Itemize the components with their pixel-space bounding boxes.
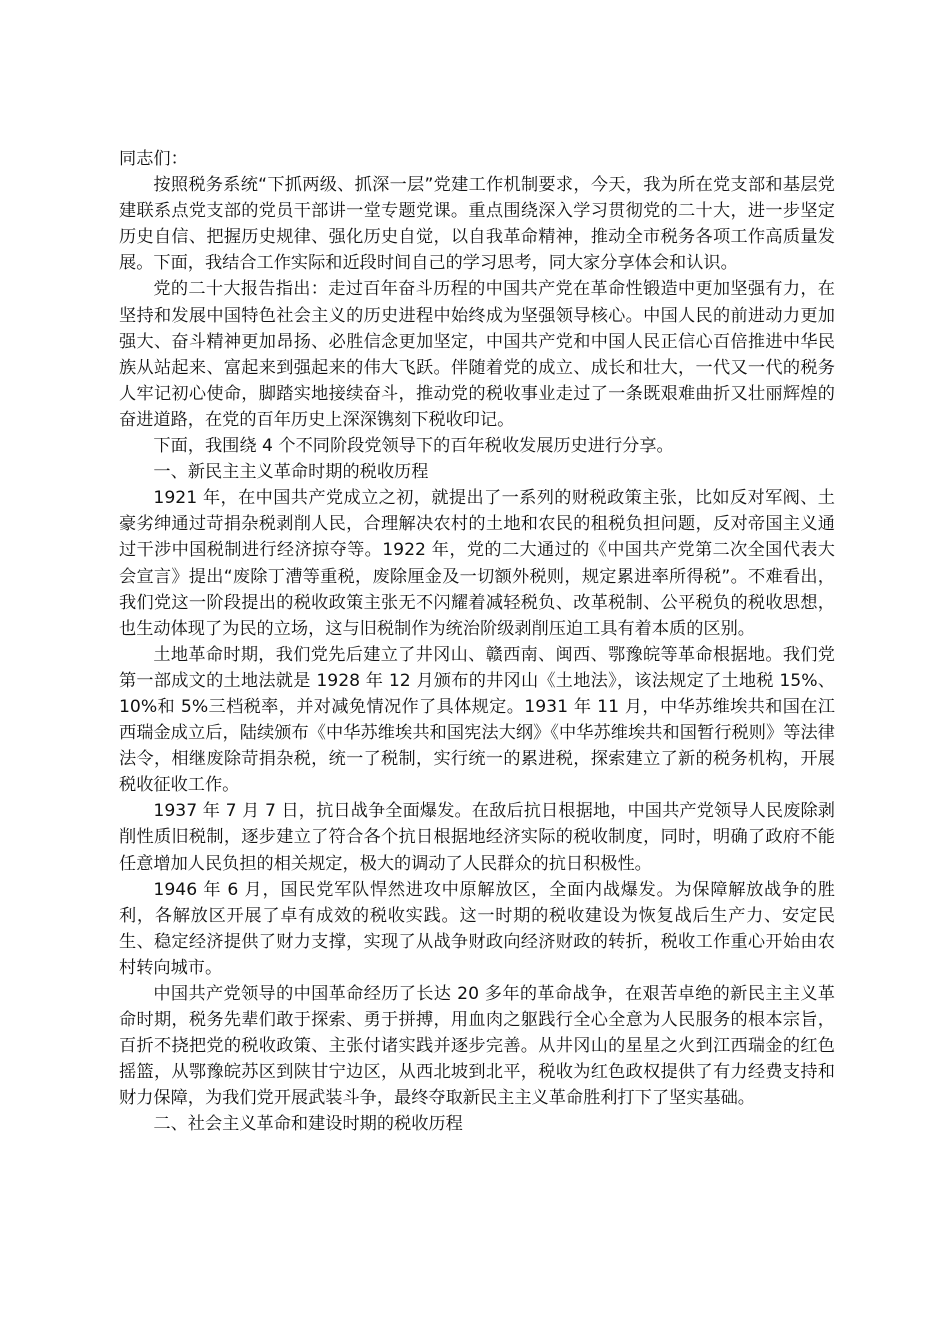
section-heading-2: 二、社会主义革命和建设时期的税收历程 <box>153 1114 463 1135</box>
paragraph-land-revolution: 土地革命时期，我们党先后建立了井冈山、赣西南、闽西、鄂豫皖等革命根据地。我们党第一部成文的土地法就是 1928 年 12 月颁布的井冈山《土地法》，该法规定了土地税 15%、10%和 5%三档税率，并对减免情况作了具体规定。1931 年 11 月，中华苏维埃共和国在江西瑞金成立后，陆续颁布《中华苏维埃共和国宪法大纲》《中华苏维埃共和国暂行税则》等法律法令，相继废除苛捐杂税，统一了税制，实行统一的累进税，探索建立了新的税务机构，开展税收征收工作。 <box>119 644 835 796</box>
section-heading-1: 一、新民主主义革命时期的税收历程 <box>153 462 429 483</box>
paragraph-summary: 中国共产党领导的中国革命经历了长达 20 多年的革命战争，在艰苦卓绝的新民主主义革命时期，税务先辈们敢于探索、勇于拼搏，用血肉之躯践行全心全意为人民服务的根本宗旨，百折不挠把党的税收政策、主张付诸实践并逐步完善。从井冈山的星星之火到江西瑞金的红色摇篮，从鄂豫皖苏区到陕甘宁边区，从西北坡到北平，税收为红色政权提供了有力经费支持和财力保障，为我们党开展武装斗争，最终夺取新民主主义革命胜利打下了坚实基础。 <box>119 984 835 1109</box>
paragraph-1921: 1921 年，在中国共产党成立之初，就提出了一系列的财税政策主张，比如反对军阀、土豪劣绅通过苛捐杂税剥削人民，合理解决农村的土地和农民的租税负担问题，反对帝国主义通过干涉中国税制进行经济掠夺等。1922 年，党的二大通过的《中国共产党第二次全国代表大会宣言》提出“废除丁漕等重税，废除厘金及一切额外税则，规定累进率所得税”。不难看出，我们党这一阶段提出的税收政策主张无不闪耀着减轻税负、改革税制、公平税负的税收思想，也生动体现了为民的立场，这与旧税制作为统治阶级剥削压迫工具有着本质的区别。 <box>119 488 835 639</box>
paragraph-intro: 按照税务系统“下抓两级、抓深一层”党建工作机制要求，今天，我为所在党支部和基层党建联系点党支部的党员干部讲一堂专题党课。重点围绕深入学习贯彻党的二十大，进一步坚定历史自信、把握历史规律、强化历史自觉，以自我革命精神，推动全市税务各项工作高质量发展。下面，我结合工作实际和近段时间自己的学习思考，同大家分享体会和认识。 <box>119 175 835 274</box>
document-body <box>119 146 835 1138</box>
paragraph-1946: 1946 年 6 月，国民党军队悍然进攻中原解放区，全面内战爆发。为保障解放战争的胜利，各解放区开展了卓有成效的税收实践。这一时期的税收建设为恢复战后生产力、安定民生、稳定经济提供了财力支撑，实现了从战争财政向经济财政的转折，税收工作重心开始由农村转向城市。 <box>119 879 835 978</box>
salutation: 同志们： <box>119 149 188 169</box>
paragraph-1937: 1937 年 7 月 7 日，抗日战争全面爆发。在敌后抗日根据地，中国共产党领导人民废除剥削性质旧税制，逐步建立了符合各个抗日根据地经济实际的税收制度，同时，明确了政府不能任意增加人民负担的相关规定，极大的调动了人民群众的抗日积极性。 <box>119 801 835 874</box>
paragraph-report-quote: 党的二十大报告指出：走过百年奋斗历程的中国共产党在革命性锻造中更加坚强有力，在坚持和发展中国特色社会主义的历史进程中始终成为坚强领导核心。中国人民的前进动力更加强大、奋斗精神更加昂扬、必胜信念更加坚定，中国共产党和中国人民正信心百倍推进中华民族从站起来、富起来到强起来的伟大飞跃。伴随着党的成立、成长和壮大，一代又一代的税务人牢记初心使命，脚踏实地接续奋斗，推动党的税收事业走过了一条既艰难曲折又壮丽辉煌的奋进道路，在党的百年历史上深深镌刻下税收印记。 <box>119 279 835 430</box>
paragraph-outline: 下面，我围绕 4 个不同阶段党领导下的百年税收发展历史进行分享。 <box>153 436 674 457</box>
